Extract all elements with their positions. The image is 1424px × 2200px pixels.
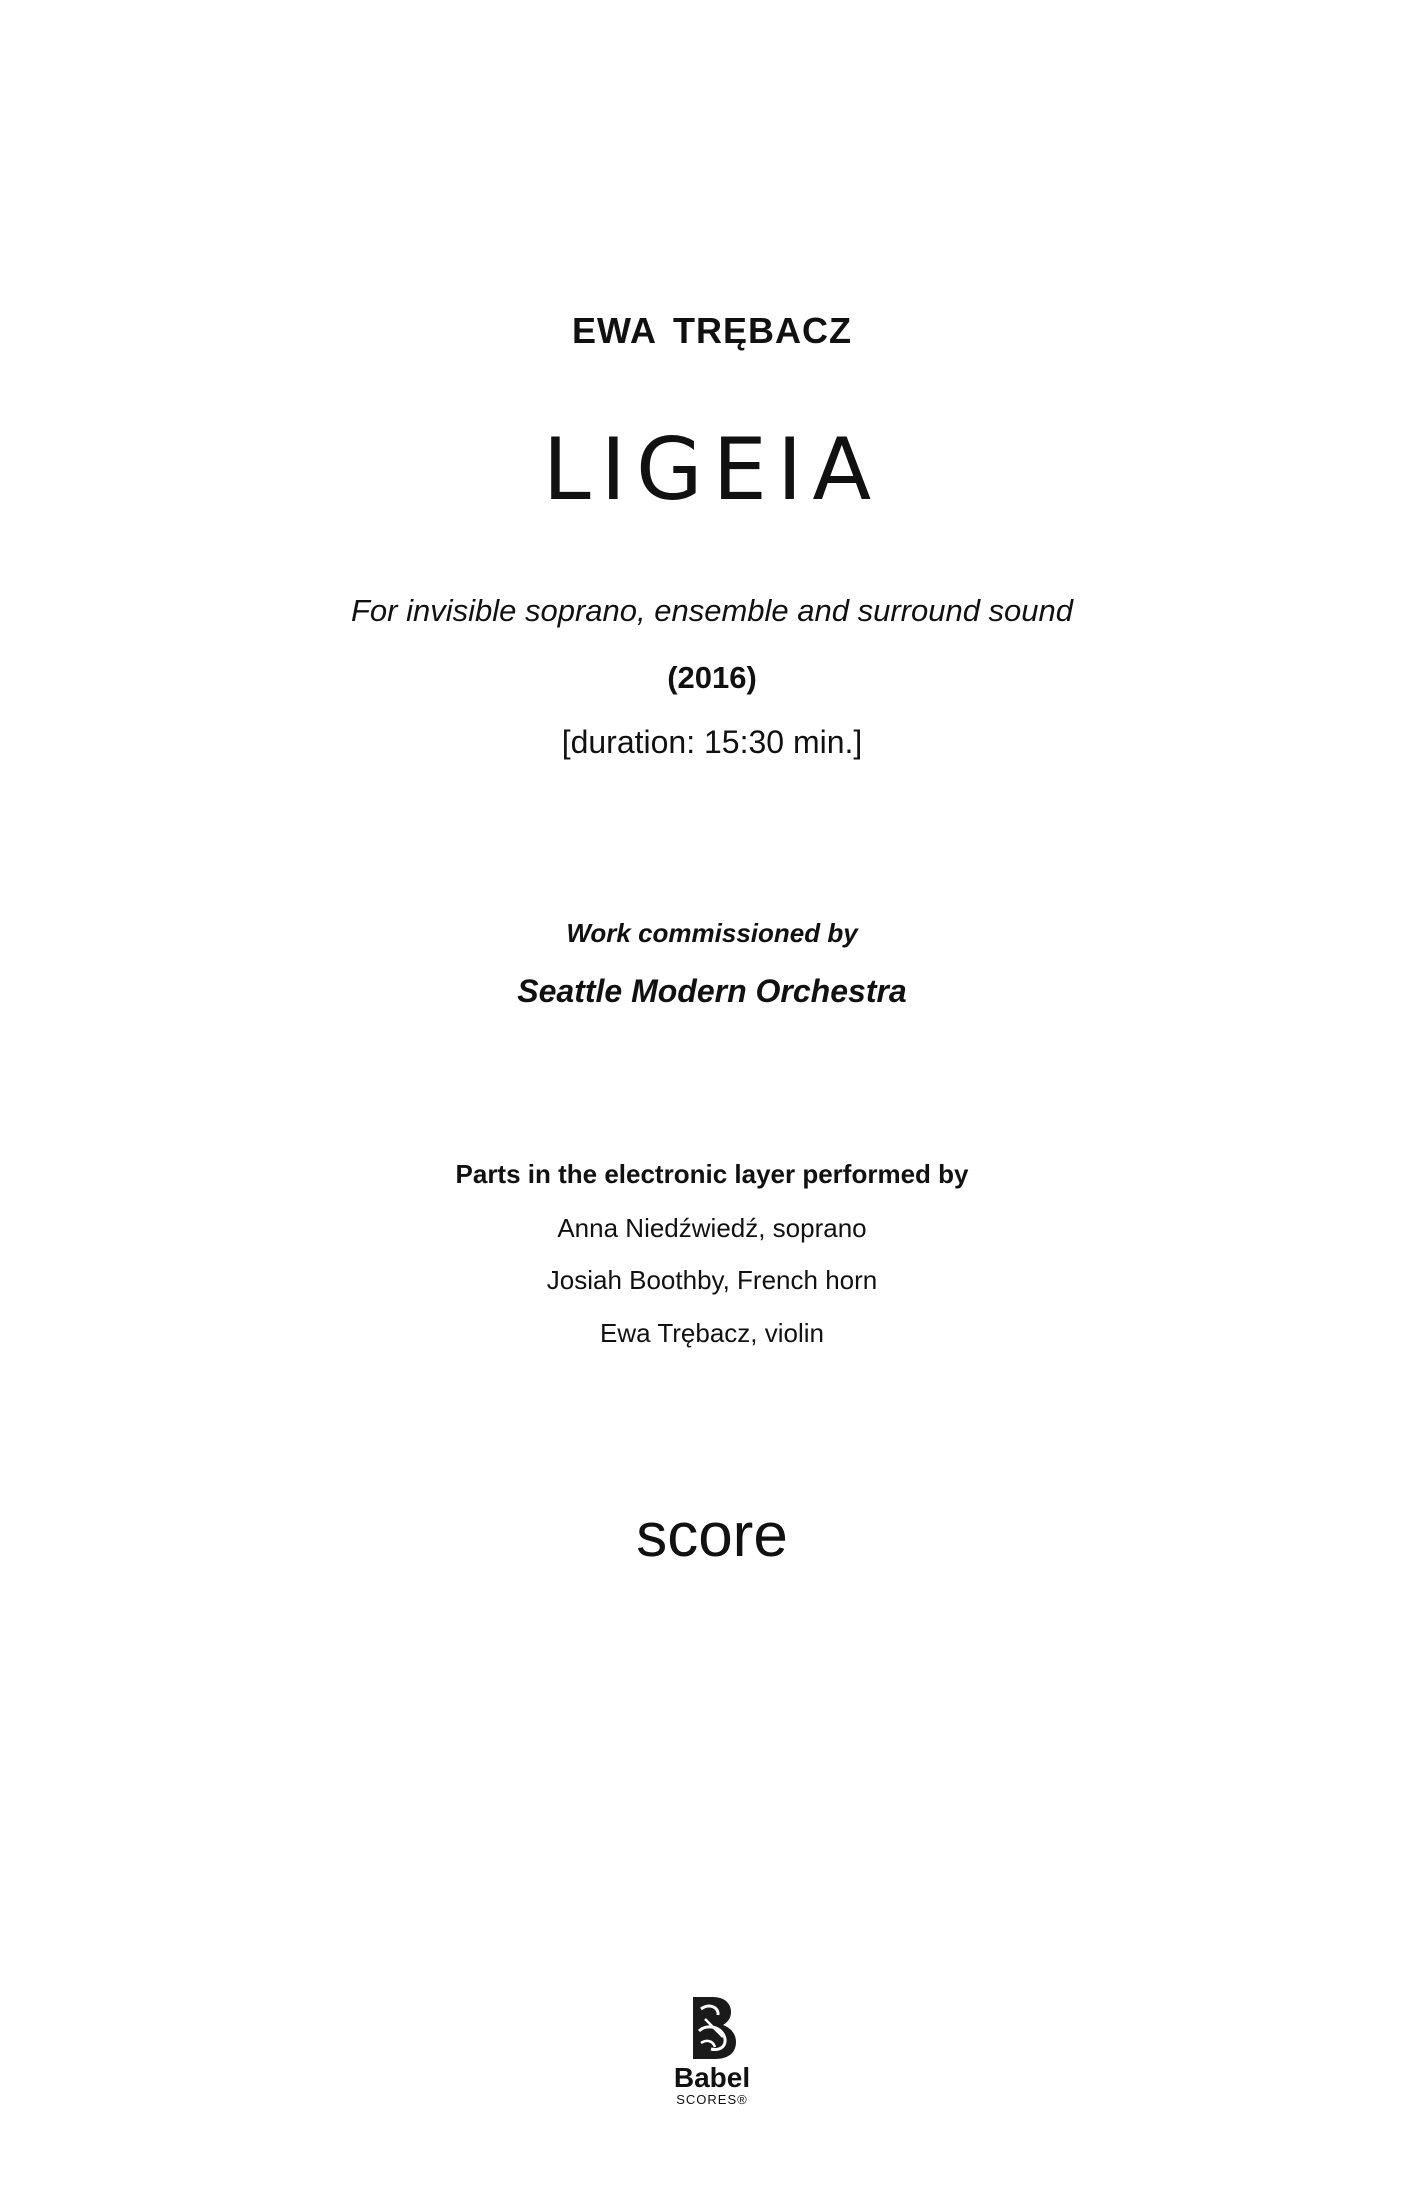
publisher-name: Babel bbox=[673, 2062, 751, 2093]
performer-item: Anna Niedźwiedź, soprano bbox=[557, 1213, 867, 1243]
document-type-label: score bbox=[636, 1501, 788, 1570]
publisher-sub: SCORES® bbox=[676, 2092, 748, 2107]
performer-item: Josiah Boothby, French horn bbox=[546, 1265, 878, 1295]
duration: [duration: 15:30 min.] bbox=[561, 724, 863, 760]
composition-year: (2016) bbox=[667, 660, 757, 695]
instrumentation: For invisible soprano, ensemble and surround sound bbox=[350, 593, 1074, 628]
babel-b-icon bbox=[685, 1995, 739, 2061]
composer-name bbox=[0, 310, 1424, 352]
commission-label: Work commissioned by bbox=[566, 918, 858, 948]
commissioner: Seattle Modern Orchestra bbox=[517, 973, 907, 1009]
composer-first-name: EWA bbox=[572, 310, 658, 351]
electronic-parts-heading: Parts in the electronic layer performed by bbox=[455, 1159, 969, 1189]
composer-last-name: TRĘBACZ bbox=[673, 310, 852, 351]
work-title: LIGEIA bbox=[542, 420, 882, 520]
publisher-logo bbox=[640, 1995, 784, 2107]
performer-item: Ewa Trębacz, violin bbox=[600, 1318, 824, 1348]
